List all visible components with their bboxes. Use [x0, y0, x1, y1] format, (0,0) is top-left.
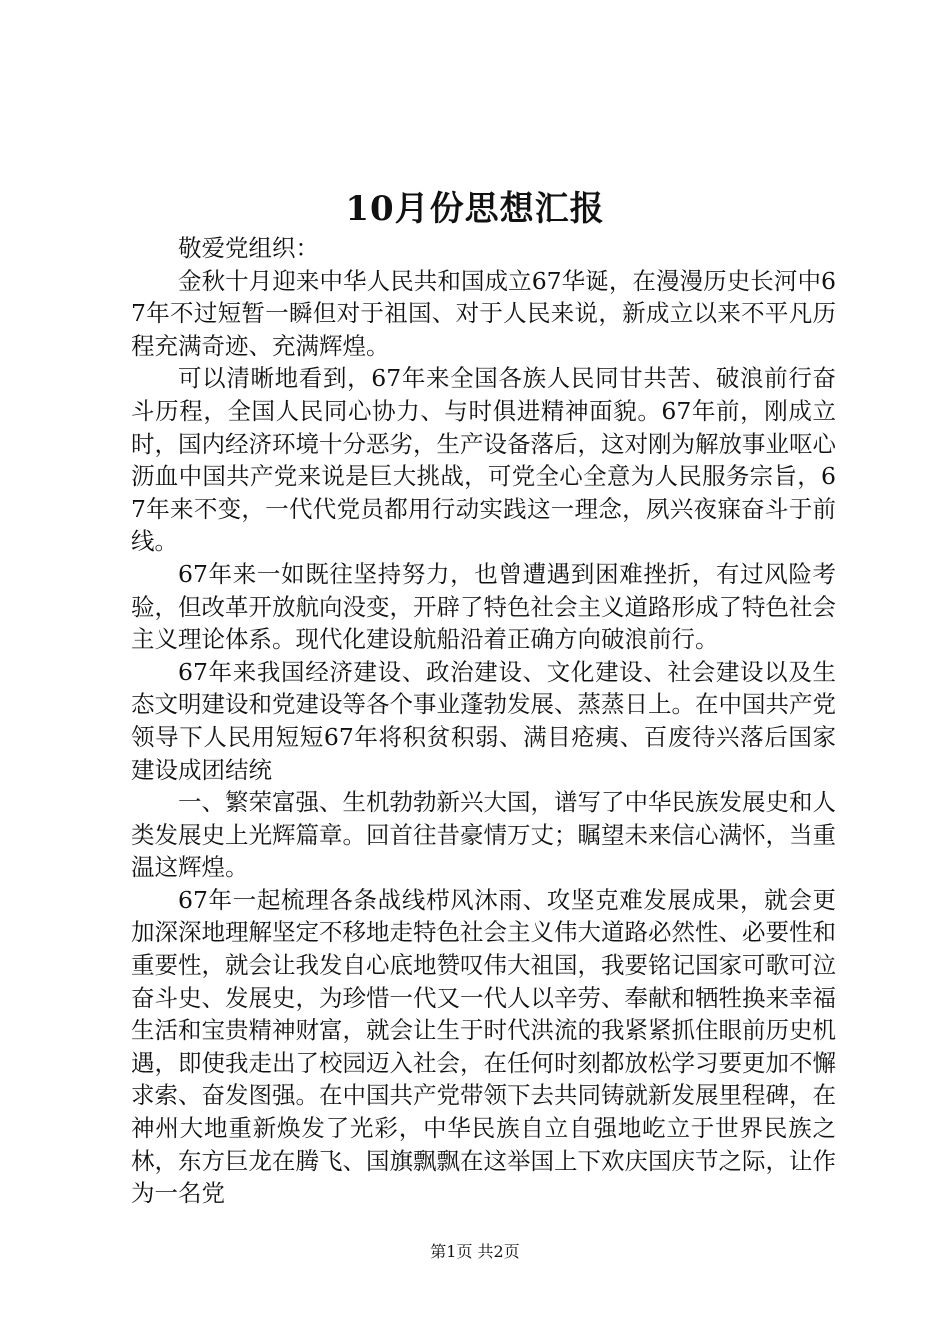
salutation: 敬爱党组织： [178, 234, 319, 262]
paragraph-4: 67年来我国经济建设、政治建设、文化建设、社会建设以及生态文明建设和党建设等各个事业蓬勃发展、蒸蒸日上。在中国共产党领导下人民用短短67年将积贫积弱、满目疮痍、百废待兴落后国家建设成团结统 [131, 657, 836, 784]
document-title: 10月份思想汇报 [345, 189, 605, 229]
document-body [131, 232, 836, 1210]
page-footer: 第1页 共2页 [430, 1242, 520, 1261]
paragraph-1: 金秋十月迎来中华人民共和国成立67华诞，在漫漫历史长河中67年不过短暂一瞬但对于祖国、对于人民来说，新成立以来不平凡历程充满奇迹、充满辉煌。 [131, 266, 836, 360]
paragraph-6: 67年一起梳理各条战线栉风沐雨、攻坚克难发展成果，就会更加深深地理解坚定不移地走特色社会主义伟大道路必然性、必要性和重要性，就会让我发自心底地赞叹伟大祖国，我要铭记国家可歌可泣奋斗史、发展史，为珍惜一代又一代人以辛劳、奉献和牺牲换来幸福生活和宝贵精神财富，就会让生于时代洪流的我紧紧抓住眼前历史机遇，即使我走出了校园迈入社会，在任何时刻都放松学习要更加不懈求索、奋发图强。在中国共产党带领下去共同铸就新发展里程碑，在神州大地重新焕发了光彩，中华民族自立自强地屹立于世界民族之林，东方巨龙在腾飞、国旗飘飘在这举国上下欢庆国庆节之际，让作为一名党 [131, 885, 836, 1208]
paragraph-5: 一、繁荣富强、生机勃勃新兴大国，谱写了中华民族发展史和人类发展史上光辉篇章。回首往昔豪情万丈；瞩望未来信心满怀，当重温这辉煌。 [131, 788, 836, 882]
paragraph-3: 67年来一如既往坚持努力，也曾遭遇到困难挫折，有过风险考验，但改革开放航向没变，开辟了特色社会主义道路形成了特色社会主义理论体系。现代化建设航船沿着正确方向破浪前行。 [131, 559, 836, 654]
paragraph-2: 可以清晰地看到，67年来全国各族人民同甘共苦、破浪前行奋斗历程，全国人民同心协力、与时俱进精神面貌。67年前，刚成立时，国内经济环境十分恶劣，生产设备落后，这对刚为解放事业呕心沥血中国共产党来说是巨大挑战，可党全心全意为人民服务宗旨，67年来不变，一代代党员都用行动实践这一理念，夙兴夜寐奋斗于前线。 [131, 364, 836, 556]
